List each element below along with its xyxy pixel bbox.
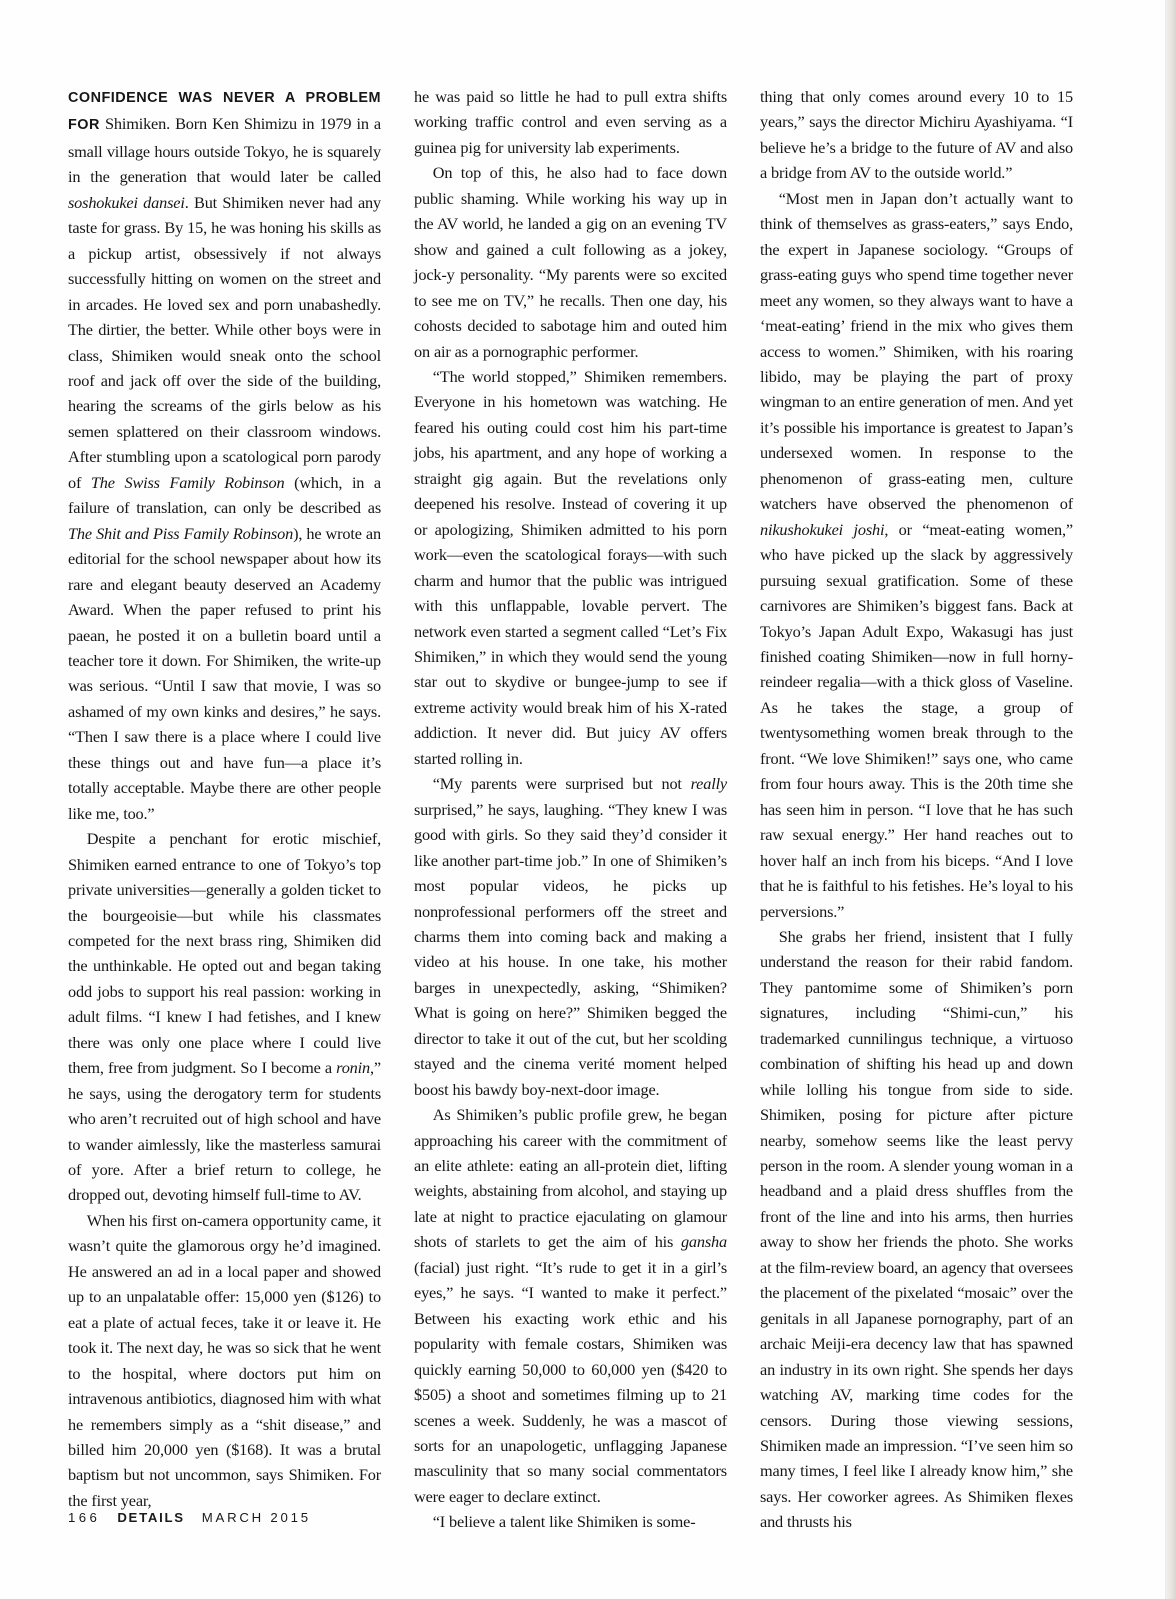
article-lead-in: CONFIDENCE WAS NEVER A PROBLEM FOR — [68, 90, 381, 134]
article-paragraph: As Shimiken’s public profile grew, he began approaching his career with the commitment of an elite athlete: eating an all-protein diet, lifting weights, abstaining from alcohol, and staying up late at night to practice ejaculating on glamour shots of starlets to get the aim of his gansha (facial) just right. “It’s rude to get it in a girl’s eyes,” he says. “I wanted to make it perfect.” Between his exacting work ethic and his popularity with female costars, Shimiken was quickly earning 50,000 to 60,000 yen ($420 to $505) a shoot and sometimes filming up to 21 scenes a week. Suddenly, he was a mascot of sorts for an unapologetic, unflagging Japanese masculinity that so many social commentators were eager to declare extinct. — [414, 1105, 727, 1506]
emphasis-text: ronin — [336, 1058, 371, 1078]
emphasis-text: gansha — [680, 1232, 727, 1252]
scan-edge-shadow — [1166, 0, 1176, 1599]
article-paragraph: “My parents were surprised but not really surprised,” he says, laughing. “They knew I was good with girls. So they said they’d consider it like another part-time job.” In one of Shimiken’s most popular videos, he picks up nonprofessional performers off the street and charms them into coming back and making a video at his house. In one take, his mother barges in unexpectedly, asking, “Shimiken? What is going on here?” Shimiken begged the director to take it out of the cut, but her scolding stayed and the cinema verité moment helped boost his bawdy boy-next-door image. — [414, 774, 727, 1099]
emphasis-text: really — [690, 774, 727, 794]
emphasis-text: The Shit and Piss Family Robinson — [68, 523, 294, 543]
emphasis-text: nikushokukei joshi — [760, 519, 885, 539]
article-paragraph: CONFIDENCE WAS NEVER A PROBLEM FOR Shimiken. Born Ken Shimizu in 1979 in a small village hours outside Tokyo, he is squarely in the generation that would later be called soshokukei dansei. But Shimiken never had any taste for grass. By 15, he was honing his skills as a pickup artist, obsessively if not always successfully hitting on women on the street and in arcades. He loved sex and porn unabashedly. The dirtier, the better. While other boys were in class, Shimiken would sneak onto the school roof and jack off over the side of the building, hearing the screams of the girls below as his semen splattered on their classroom windows. After stumbling upon a scatological porn parody of The Swiss Family Robinson (which, in a failure of translation, can only be described as The Shit and Piss Family Robinson), he wrote an editorial for the school newspaper about how its rare and elegant beauty deserved an Academy Award. When the paper refused to print his paean, he posted it on a bulletin board until a teacher tore it down. For Shimiken, the write-up was serious. “Until I saw that movie, I was so ashamed of my own kinks and desires,” he says. “Then I saw there is a place where I could live these things out and have fun—a place it’s totally acceptable. Maybe there are other people like me, too.” — [68, 90, 382, 823]
article-paragraph: he was paid so little he had to pull extra shifts working traffic control and even serving as a guinea pig for university lab experiments. — [414, 87, 727, 157]
column-2 — [414, 84, 727, 1532]
emphasis-text: soshokukei dansei — [68, 192, 185, 212]
article-paragraph: “Most men in Japan don’t actually want to think of themselves as grass-eaters,” says Endo, the expert in Japanese sociology. “Groups of grass-eating guys who spend time together never meet any women, so they always want to have a ‘meat-eating’ friend in the mix who gives them access to women.” Shimiken, with his roaring libido, may be playing the part of proxy wingman to an entire generation of men. And yet it’s possible his importance is greatest to Japan’s undersexed women. In response to the phenomenon of grass-eating men, culture watchers have observed the phenomenon of nikushokukei joshi, or “meat-eating women,” who have picked up the slack by aggressively pursuing sexual gratification. Some of these carnivores are Shimiken’s biggest fans. Back at Tokyo’s Japan Adult Expo, Wakasugi has just finished coating Shimiken—now in full horny-reindeer regalia—with a thick gloss of Vaseline. As he takes the stage, a group of twentysomething women break through to the front. “We love Shimiken!” says one, who came from four hours away. This is the 20th time she has seen him in person. “I love that he has such raw sexual energy.” Her hand reaches out to hover half an inch from his biceps. “And I love that he is faithful to his fetishes. He’s loyal to his perversions.” — [760, 188, 1073, 921]
article-paragraph: thing that only comes around every 10 to 15 years,” says the director Michiru Ayashiyama. “I believe he’s a bridge to the future of AV and also a bridge from AV to the outside world.” — [760, 87, 1073, 183]
folio-page-number: 166 — [68, 1510, 101, 1525]
article-paragraph: She grabs her friend, insistent that I fully understand the reason for their rabid fandom. They pantomime some of Shimiken’s porn signatures, including “Shimi-cun,” his trademarked cunnilingus technique, a virtuoso combination of shifting his head up and down while lolling his tongue from side to side. Shimiken, posing for picture after picture nearby, somehow seems like the least pervy person in the room. A slender young woman in a headband and a plaid dress shuffles from the front of the line and into his arms, then hurries away to show her friends the photo. She works at the film-review board, an agency that oversees the placement of the pixelated “mosaic” over the genitals in all Japanese pornography, part of an archaic Meiji-era decency law that has spawned an industry in its own right. She spends her days watching AV, marking time codes for the censors. During those viewing sessions, Shimiken made an impression. “I’ve seen him so many times, I feel like I already know him,” she says. Her coworker agrees. As Shimiken flexes and thrusts his — [760, 926, 1073, 1532]
scan-edge-line — [1165, 0, 1166, 1599]
folio-magazine-title: DETAILS — [117, 1510, 185, 1525]
column-3 — [760, 84, 1073, 1532]
emphasis-text: The Swiss Family Robinson — [90, 472, 285, 492]
article-paragraph: On top of this, he also had to face down public shaming. While working his way up in the AV world, he landed a gig on an evening TV show and gained a cult following as a jokey, jock-y personality. “My parents were so excited to see me on TV,” he recalls. Then one day, his cohosts decided to sabotage him and outed him on air as a pornographic performer. — [414, 163, 727, 361]
page-footer — [68, 1510, 311, 1525]
column-1 — [68, 84, 382, 1510]
article-paragraph: “The world stopped,” Shimiken remembers. Everyone in his hometown was watching. He feared his outing could cost him his part-time jobs, his apartment, and any hope of working a straight gig again. But the revelations only deepened his resolve. Instead of covering it up or apologizing, Shimiken admitted to his porn work—even the scatological forays—with such charm and humor that the public was intrigued with this unflappable, lovable pervert. The network even started a segment called “Let’s Fix Shimiken,” in which they would send the young star out to skydive or bungee-jump to see if extreme activity would break him of his X-rated addiction. It never did. But juicy AV offers started rolling in. — [414, 366, 727, 768]
article-paragraph: “I believe a talent like Shimiken is some- — [432, 1512, 696, 1532]
article-paragraph: When his first on-camera opportunity came, it wasn’t quite the glamorous orgy he’d imagined. He answered an ad in a local paper and showed up to an unpalatable offer: 15,000 yen ($126) to eat a plate of actual feces, take it or leave it. He took it. The next day, he was so sick that he went to the hospital, where doctors put him on intravenous antibiotics, diagnosed him with what he remembers simply as a “shit disease,” and billed him 20,000 yen ($168). It was a brutal baptism but not uncommon, says Shimiken. For the first year, — [68, 1210, 381, 1510]
article-paragraph: Despite a penchant for erotic mischief, Shimiken earned entrance to one of Tokyo’s top private universities—generally a golden ticket to the bourgeoisie—but while his classmates competed for the next brass ring, Shimiken did the unthinkable. He opted out and began taking odd jobs to support his real passion: working in adult films. “I knew I had fetishes, and I knew there was only one place where I could live them, free from judgment. So I become a ronin,” he says, using the derogatory term for students who aren’t recruited out of high school and have to wander aimlessly, like the masterless samurai of yore. After a brief return to college, he dropped out, devoting himself full-time to AV. — [68, 829, 381, 1205]
folio-issue-date: MARCH 2015 — [201, 1510, 311, 1525]
